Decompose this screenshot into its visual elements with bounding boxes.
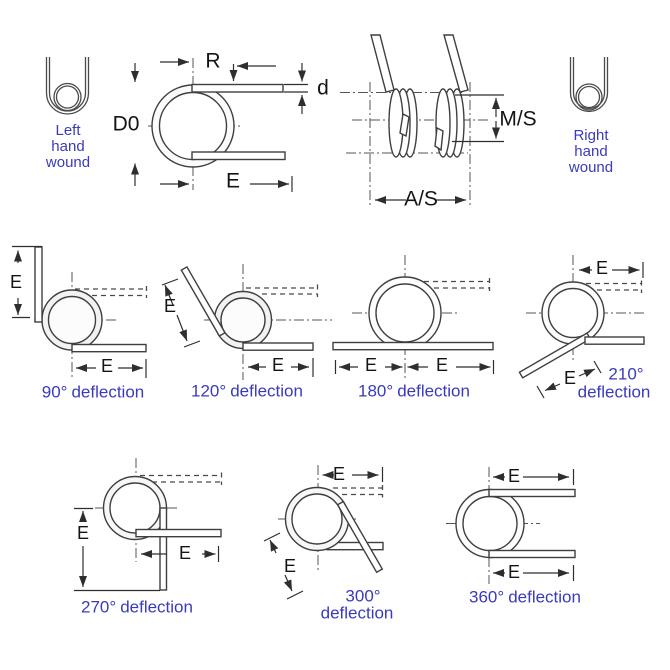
dim-label-e-360-1: E	[507, 466, 521, 486]
deflection-90-word: deflection	[71, 382, 145, 402]
deflection-270-word: deflection	[120, 597, 193, 617]
deflection-120-angle: 120°	[191, 381, 227, 401]
deflection-180-drawing	[333, 255, 494, 378]
deflection-270-drawing	[74, 458, 222, 591]
dim-label-e-270-2: E	[178, 543, 192, 563]
left-wound-symbol-drawing	[47, 57, 89, 114]
deflection-180-label	[358, 383, 470, 400]
deflection-210-angle: 210°	[608, 364, 644, 384]
dim-label-d0: D0	[112, 112, 140, 136]
deflection-360-word: deflection	[508, 587, 581, 607]
right-wound-line1: Right	[573, 127, 609, 144]
left-wound-line3: wound	[45, 154, 91, 171]
deflection-270-angle: 270°	[81, 597, 117, 617]
deflection-180-angle: 180°	[358, 381, 394, 401]
deflection-360-label	[469, 589, 581, 606]
right-wound-symbol-drawing	[571, 57, 608, 111]
dim-label-e-210-2: E	[563, 368, 577, 388]
dim-label-e-180-1: E	[364, 355, 378, 375]
dim-label-as: A/S	[404, 187, 438, 211]
dim-label-e-90-1: E	[9, 272, 23, 292]
deflection-90-drawing	[9, 247, 147, 379]
right-wound-label	[569, 128, 613, 176]
deflection-210-word: deflection	[577, 382, 651, 402]
dim-label-d: d	[317, 76, 329, 100]
dim-label-e-360-2: E	[507, 562, 521, 582]
deflection-210-word-label	[578, 384, 651, 401]
deflection-180-word: deflection	[397, 381, 470, 401]
dim-label-e-90-2: E	[100, 356, 114, 376]
deflection-120-label	[191, 383, 303, 400]
main-dimension-drawing	[135, 58, 308, 192]
deflection-300-word: deflection	[320, 603, 394, 623]
dim-label-e-180-2: E	[435, 355, 449, 375]
left-wound-line2: hand	[51, 138, 85, 155]
deflection-300-word-label	[321, 605, 394, 622]
dim-label-r: R	[205, 49, 221, 73]
left-wound-label	[46, 123, 90, 171]
deflection-90-label	[42, 384, 145, 401]
dim-label-e-120-1: E	[163, 296, 177, 316]
deflection-210-angle-label	[608, 366, 643, 383]
deflection-120-word: deflection	[230, 381, 303, 401]
dim-label-e-300-1: E	[332, 464, 346, 484]
dim-label-e-300-2: E	[283, 556, 297, 576]
dim-label-e-270-1: E	[76, 523, 90, 543]
dim-label-e-main: E	[225, 169, 241, 193]
dim-label-e-120-2: E	[271, 355, 285, 375]
side-view-drawing	[340, 35, 504, 207]
deflection-120-drawing	[162, 264, 332, 380]
dim-label-ms: M/S	[499, 107, 537, 131]
deflection-300-angle-label	[345, 588, 380, 605]
right-wound-line2: hand	[574, 143, 608, 160]
deflection-90-angle: 90°	[41, 382, 68, 402]
left-wound-line1: Left	[55, 122, 81, 139]
deflection-300-drawing	[264, 465, 383, 599]
deflection-270-label	[81, 599, 193, 616]
dim-label-e-210-1: E	[595, 258, 609, 278]
deflection-360-angle: 360°	[469, 587, 505, 607]
deflection-300-angle: 300°	[345, 586, 381, 606]
right-wound-line3: wound	[568, 159, 614, 176]
